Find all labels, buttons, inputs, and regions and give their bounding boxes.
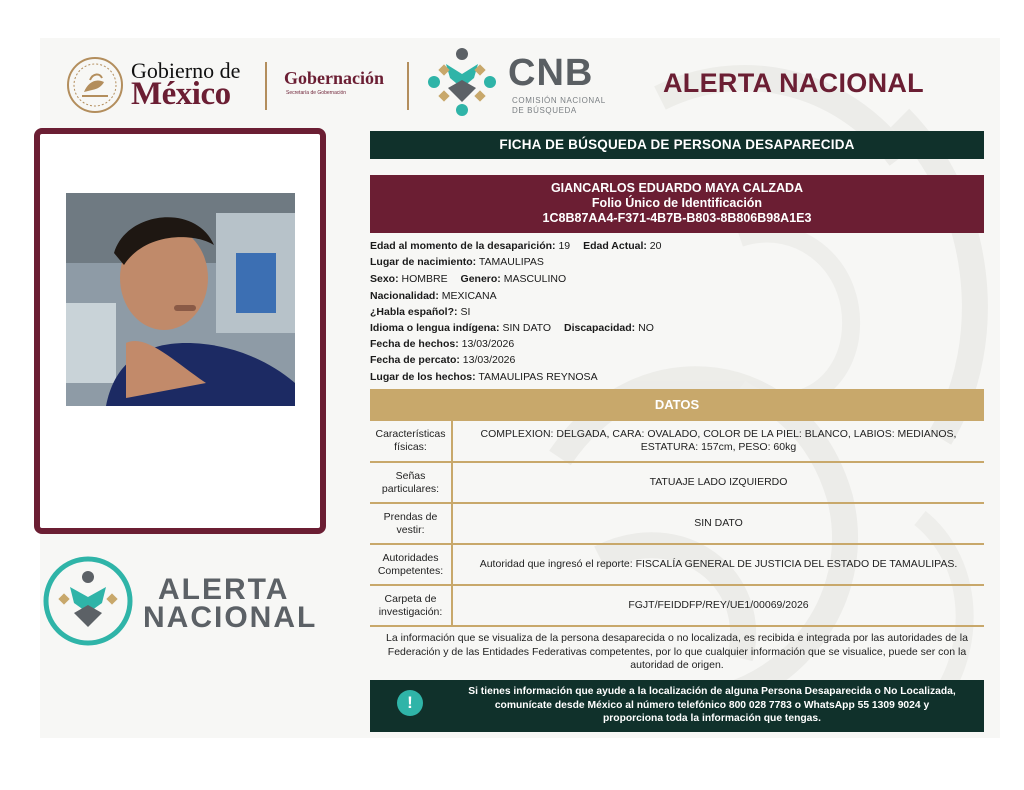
info-row-sexo (370, 273, 576, 285)
table-row (370, 503, 984, 544)
table-row (370, 585, 984, 626)
field-value: 20 (649, 240, 662, 252)
row-value: COMPLEXION: DELGADA, CARA: OVALADO, COLOR DE LA PIEL: BLANCO, LABIOS: MEDIANOS, ESTATURA: 157cm, PESO: 60kg (452, 421, 984, 462)
field-value: MASCULINO (503, 273, 567, 285)
datos-header: DATOS (370, 389, 984, 421)
field-value: TAMAULIPAS (478, 256, 544, 268)
field-label: Nacionalidad: (370, 290, 439, 302)
gobernacion-label: Gobernación (284, 68, 385, 88)
field-value: 19 (558, 240, 571, 252)
field-label: Discapacidad: (563, 322, 636, 334)
exclamation-icon: ! (397, 690, 423, 716)
row-label: Prendas de vestir: (370, 503, 452, 544)
field-label: Lugar de los hechos: (370, 371, 476, 383)
field-label: Fecha de hechos: (370, 338, 459, 350)
info-row-fecha-hechos (370, 338, 524, 350)
row-label: Autoridades Competentes: (370, 544, 452, 585)
info-row-lugar-nacimiento (370, 256, 554, 268)
help-line: proporciona toda la información que tengas. (603, 713, 821, 724)
table-row (370, 462, 984, 503)
field-label: ¿Habla español?: (370, 306, 458, 318)
person-name: GIANCARLOS EDUARDO MAYA CALZADA (550, 181, 804, 195)
cnb-subtitle-line1: COMISIÓN NACIONAL (512, 96, 606, 105)
table-row (370, 544, 984, 585)
ficha-title-bar: FICHA DE BÚSQUEDA DE PERSONA DESAPARECIDA (370, 131, 984, 159)
info-row-idioma (370, 322, 664, 334)
info-row-edad (370, 240, 671, 252)
field-value: 13/03/2026 (462, 354, 516, 366)
info-row-lugar-hechos (370, 371, 608, 383)
row-label: Carpeta de investigación: (370, 585, 452, 626)
info-row-nacionalidad (370, 290, 507, 302)
gobierno-label: Gobierno de (131, 58, 241, 83)
field-value: SIN DATO (502, 322, 552, 334)
nacional-logo-text: NACIONAL (143, 601, 318, 634)
info-row-espanol (370, 306, 480, 318)
gobernacion-sublabel: Secretaría de Gobernación (286, 90, 347, 96)
alerta-nacional-logo-icon (42, 555, 134, 647)
row-label: Características físicas: (370, 421, 452, 462)
field-label: Sexo: (370, 273, 399, 285)
field-label: Genero: (460, 273, 501, 285)
folio-label: Folio Único de Identificación (591, 196, 763, 210)
coat-of-arms-icon (66, 56, 124, 114)
datos-table (370, 421, 984, 627)
disclaimer-text: La información que se visualiza de la persona desaparecida o no localizada, es recibida e integrada por las autoridades de la Federación y de las Entidades Federativas competentes, por lo que cualquier información que se visualice, puede ser con la autoridad de origen. (386, 632, 968, 671)
field-value: SI (460, 306, 471, 318)
field-value: HOMBRE (401, 273, 448, 285)
row-value: FGJT/FEIDDFP/REY/UE1/00069/2026 (452, 585, 984, 626)
mexico-label: México (131, 76, 231, 112)
field-label: Lugar de nacimiento: (370, 256, 477, 268)
missing-person-photo (66, 193, 295, 406)
field-value: 13/03/2026 (461, 338, 515, 350)
header-divider (407, 62, 409, 110)
folio-value: 1C8B87AA4-F371-4B7B-B803-8B806B98A1E3 (542, 211, 812, 225)
field-value: TAMAULIPAS REYNOSA (478, 371, 598, 383)
row-label: Señas particulares: (370, 462, 452, 503)
cnb-title: CNB (508, 52, 594, 94)
help-text (438, 685, 986, 726)
field-value: NO (638, 322, 654, 334)
cnb-logo-icon (424, 44, 500, 120)
table-row (370, 421, 984, 462)
field-label: Fecha de percato: (370, 354, 460, 366)
alerta-logo-text: ALERTA (158, 573, 290, 606)
cnb-subtitle-line2: DE BÚSQUEDA (512, 106, 577, 115)
help-line: comunícate desde México al número telefónico 800 028 7783 o WhatsApp 55 1309 9024 y (494, 699, 930, 711)
row-value: TATUAJE LADO IZQUIERDO (452, 462, 984, 503)
field-label: Edad al momento de la desaparición: (370, 240, 556, 252)
person-name-box (370, 175, 984, 233)
field-value: MEXICANA (441, 290, 497, 302)
field-label: Idioma o lengua indígena: (370, 322, 500, 334)
row-value: Autoridad que ingresó el reporte: FISCALÍA GENERAL DE JUSTICIA DEL ESTADO DE TAMAULIPAS. (452, 544, 984, 585)
help-line: Si tienes información que ayude a la localización de alguna Persona Desaparecida o No Localizada, (468, 686, 956, 697)
field-label: Edad Actual: (583, 240, 647, 252)
info-row-fecha-percato (370, 354, 525, 366)
alerta-nacional-title: ALERTA NACIONAL (663, 68, 924, 98)
row-value: SIN DATO (452, 503, 984, 544)
header-divider (265, 62, 267, 110)
